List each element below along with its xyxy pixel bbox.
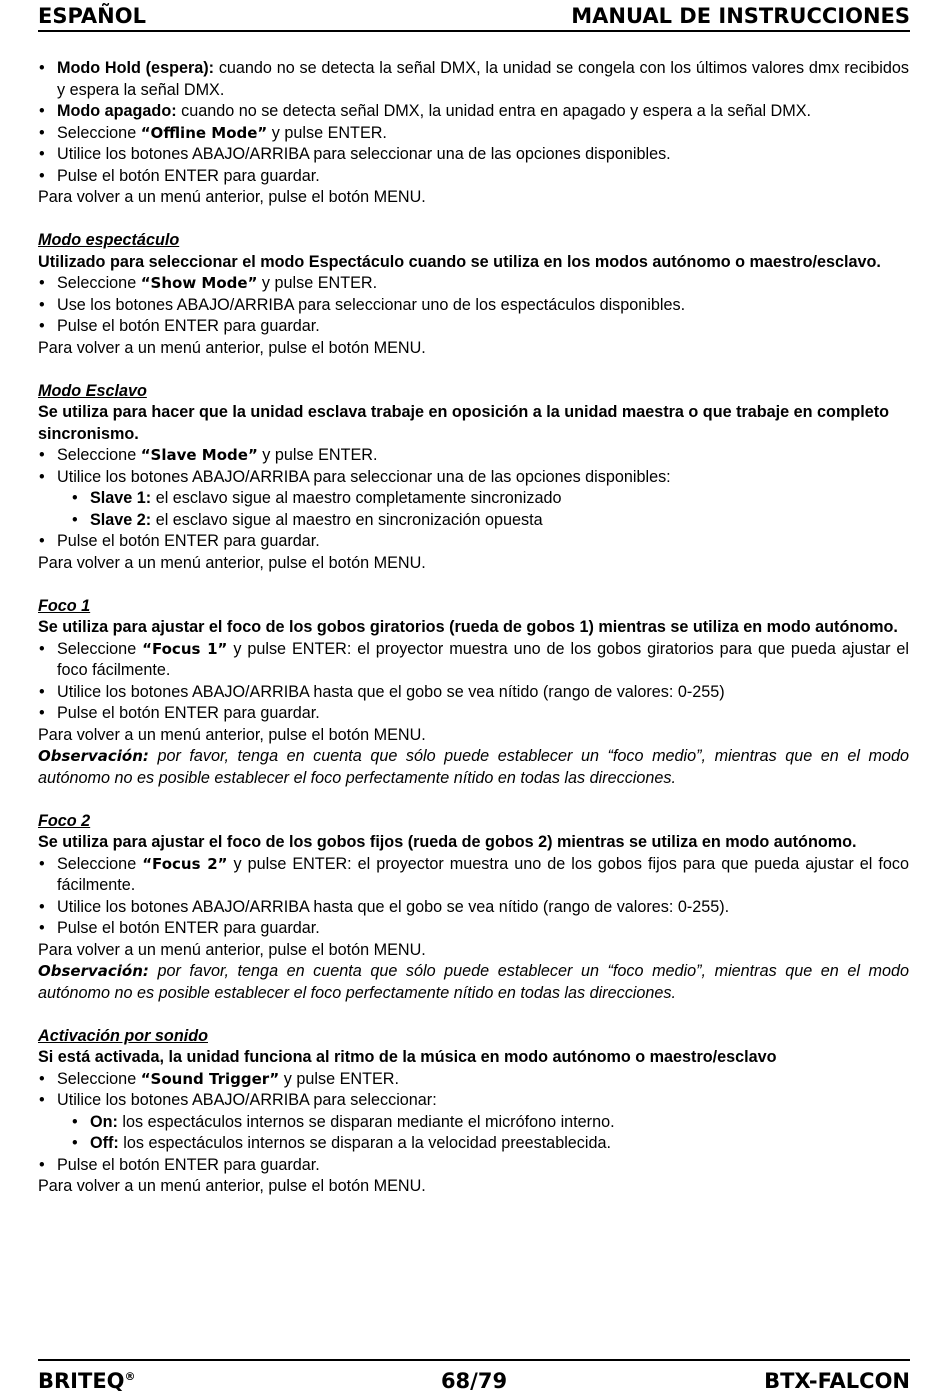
list-item	[38, 445, 909, 467]
menu-option-name: “Offline Mode”	[140, 123, 268, 142]
option-label: Slave 1:	[90, 489, 152, 507]
list-item	[38, 273, 909, 295]
list-item	[38, 58, 909, 101]
instruction-text: Pulse el botón ENTER para guardar.	[57, 1155, 320, 1174]
focus1-list	[38, 639, 909, 725]
brand-name: BRITEQ	[38, 1369, 125, 1393]
section-title-sound-trigger: Activación por sonido	[38, 1026, 208, 1045]
list-item	[38, 101, 909, 123]
list-item	[71, 1112, 909, 1134]
section-title-focus-2: Foco 2	[38, 811, 91, 830]
back-instruction: Para volver a un menú anterior, pulse el botón MENU.	[38, 338, 426, 357]
list-item	[71, 1133, 909, 1155]
menu-option-name: “Focus 2”	[142, 854, 228, 873]
select-text: Seleccione	[57, 123, 141, 142]
instruction-text: Utilice los botones ABAJO/ARRIBA hasta que el gobo se vea nítido (rango de valores: 0-255)	[57, 682, 725, 701]
menu-option-name: “Sound Trigger”	[140, 1069, 280, 1088]
note-paragraph	[38, 746, 909, 789]
note-label: Observación:	[38, 747, 149, 765]
option-label: On:	[90, 1112, 118, 1131]
list-item	[38, 467, 909, 489]
header-title: MANUAL DE INSTRUCCIONES	[571, 4, 910, 28]
instruction-text: Pulse el botón ENTER para guardar.	[57, 166, 320, 185]
focus2-list	[38, 854, 909, 940]
section-intro: Utilizado para seleccionar el modo Espectáculo cuando se utiliza en los modos autónomo o maestro/esclavo.	[38, 252, 881, 271]
page-content	[38, 58, 909, 1198]
list-item	[38, 531, 909, 553]
select-text-post: y pulse ENTER: el proyector muestra uno de los gobos giratorios para que pueda ajustar el foco fácilmente.	[57, 639, 909, 679]
registered-mark: ®	[124, 1370, 136, 1383]
instruction-text: Utilice los botones ABAJO/ARRIBA para seleccionar una de las opciones disponibles:	[57, 467, 671, 486]
note-text: por favor, tenga en cuenta que sólo puede establecer un “foco medio”, mientras que en el modo autónomo no es posible establecer el foco perfectamente nítido en todas las direcciones.	[38, 747, 909, 787]
hold-mode-label: Modo Hold (espera):	[57, 59, 215, 77]
sound-options-list	[71, 1112, 909, 1155]
show-mode-list	[38, 273, 909, 338]
select-text-post: y pulse ENTER.	[279, 1069, 399, 1088]
list-item	[38, 897, 909, 919]
sound-list	[38, 1069, 909, 1112]
back-instruction: Para volver a un menú anterior, pulse el botón MENU.	[38, 553, 426, 572]
note-paragraph	[38, 961, 909, 1004]
menu-option-name: “Slave Mode”	[140, 446, 258, 464]
option-text: el esclavo sigue al maestro en sincronización opuesta	[151, 510, 543, 529]
slave-options-list	[71, 488, 909, 531]
section-title-focus-1: Foco 1	[38, 596, 91, 615]
slave-mode-list	[38, 445, 909, 488]
section-intro: Se utiliza para hacer que la unidad esclava trabaje en oposición a la unidad maestra o que trabaje en completo sincronismo.	[38, 403, 890, 443]
note-text: por favor, tenga en cuenta que sólo puede establecer un “foco medio”, mientras que en el modo autónomo no es posible establecer el foco perfectamente nítido en todas las direcciones.	[38, 962, 909, 1002]
option-label: Off:	[90, 1134, 119, 1152]
back-instruction: Para volver a un menú anterior, pulse el botón MENU.	[38, 725, 426, 744]
instruction-text: Pulse el botón ENTER para guardar.	[57, 704, 320, 722]
list-item	[38, 1155, 909, 1177]
instruction-text: Utilice los botones ABAJO/ARRIBA hasta que el gobo se vea nítido (rango de valores: 0-255).	[57, 897, 730, 916]
list-item	[38, 1090, 909, 1112]
note-label: Observación:	[38, 962, 149, 980]
list-item	[71, 510, 909, 532]
option-text: el esclavo sigue al maestro completamente sincronizado	[151, 489, 562, 507]
footer-model: BTX-FALCON	[764, 1369, 910, 1393]
list-item	[38, 703, 909, 725]
instruction-text: Use los botones ABAJO/ARRIBA para seleccionar uno de los espectáculos disponibles.	[57, 295, 686, 314]
list-item	[38, 918, 909, 940]
list-item	[38, 854, 909, 897]
off-mode-text: cuando no se detecta señal DMX, la unidad entra en apagado y espera a la señal DMX.	[176, 102, 812, 120]
select-text-post: y pulse ENTER.	[257, 274, 378, 292]
option-text: los espectáculos internos se disparan a la velocidad preestablecida.	[118, 1134, 611, 1152]
list-item	[38, 295, 909, 317]
list-item	[38, 682, 909, 704]
back-instruction: Para volver a un menú anterior, pulse el botón MENU.	[38, 188, 426, 206]
select-text-post: y pulse ENTER.	[257, 446, 378, 464]
section-intro: Se utiliza para ajustar el foco de los gobos giratorios (rueda de gobos 1) mientras se utiliza en modo autónomo.	[38, 618, 898, 636]
list-item	[38, 1069, 909, 1091]
section-intro: Si está activada, la unidad funciona al ritmo de la música en modo autónomo o maestro/esclavo	[38, 1048, 777, 1066]
option-label: Slave 2:	[90, 510, 152, 529]
list-item	[71, 488, 909, 510]
select-text: Seleccione	[57, 639, 143, 658]
list-item	[38, 144, 909, 166]
list-item	[38, 123, 909, 145]
slave-save-list	[38, 531, 909, 553]
section-title-show-mode: Modo espectáculo	[38, 231, 180, 249]
list-item	[38, 639, 909, 682]
list-item	[38, 316, 909, 338]
section-intro: Se utiliza para ajustar el foco de los gobos fijos (rueda de gobos 2) mientras se utiliza en modo autónomo.	[38, 833, 857, 851]
back-instruction: Para volver a un menú anterior, pulse el botón MENU.	[38, 1177, 426, 1195]
instruction-text: Pulse el botón ENTER para guardar.	[57, 919, 320, 937]
select-text: Seleccione	[57, 446, 141, 464]
instruction-text: Utilice los botones ABAJO/ARRIBA para seleccionar una de las opciones disponibles.	[57, 145, 671, 163]
select-text: Seleccione	[57, 1069, 141, 1088]
page-footer	[38, 1359, 910, 1393]
instruction-text: Pulse el botón ENTER para guardar.	[57, 532, 320, 550]
sound-save-list	[38, 1155, 909, 1177]
back-instruction: Para volver a un menú anterior, pulse el botón MENU.	[38, 940, 426, 959]
menu-option-name: “Show Mode”	[140, 274, 258, 292]
select-text: Seleccione	[57, 854, 143, 873]
select-text: Seleccione	[57, 274, 141, 292]
select-text-post: y pulse ENTER.	[267, 123, 387, 142]
off-mode-label: Modo apagado:	[57, 102, 177, 120]
instruction-text: Pulse el botón ENTER para guardar.	[57, 317, 320, 335]
offline-mode-list	[38, 58, 909, 187]
menu-option-name: “Focus 1”	[142, 639, 228, 658]
header-language: ESPAÑOL	[38, 4, 146, 28]
select-text-post: y pulse ENTER: el proyector muestra uno de los gobos fijos para que pueda ajustar el foco fácilmente.	[57, 854, 909, 894]
list-item	[38, 166, 909, 188]
instruction-text: Utilice los botones ABAJO/ARRIBA para seleccionar:	[57, 1091, 437, 1109]
option-text: los espectáculos internos se disparan mediante el micrófono interno.	[117, 1112, 615, 1131]
page-number: 68/79	[440, 1369, 508, 1393]
page-header	[38, 2, 910, 32]
hold-mode-text: cuando no se detecta la señal DMX, la unidad se congela con los últimos valores dmx recibidos y espera la señal DMX.	[57, 59, 909, 99]
section-title-slave-mode: Modo Esclavo	[38, 381, 147, 400]
